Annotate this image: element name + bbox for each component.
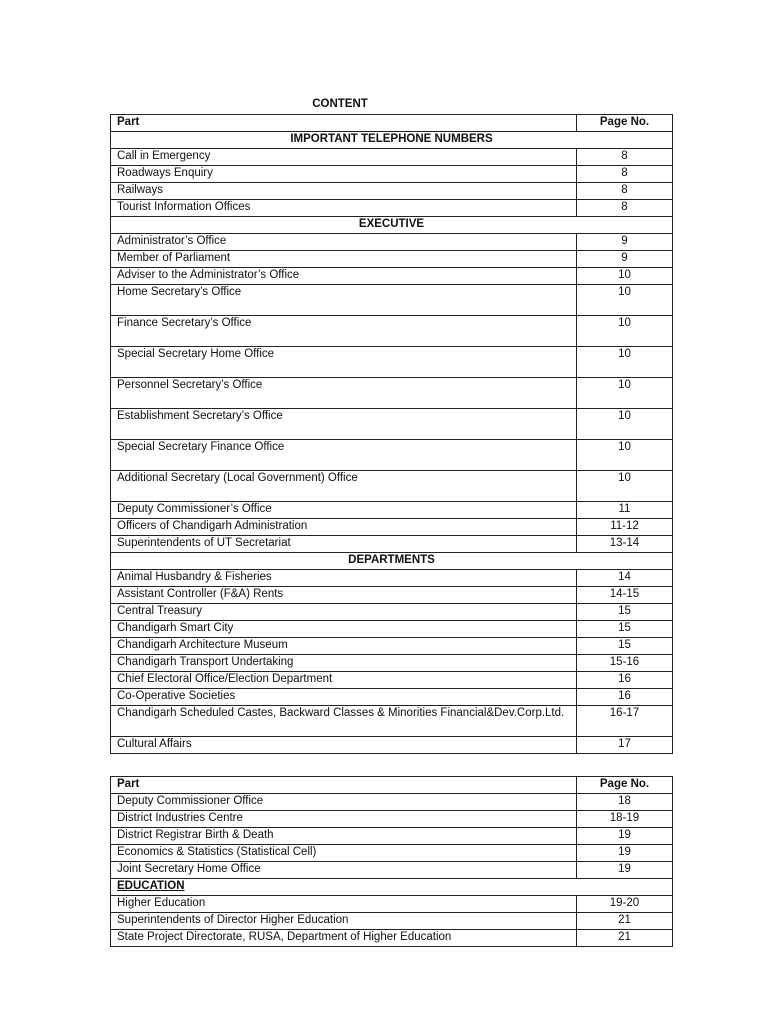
table-row bbox=[111, 737, 673, 754]
entry-page-number: 21 bbox=[577, 913, 673, 930]
entry-title: District Industries Centre bbox=[111, 811, 577, 828]
section-heading-row bbox=[111, 553, 673, 570]
entry-page-number: 8 bbox=[577, 149, 673, 166]
table-row bbox=[111, 896, 673, 913]
table-row bbox=[111, 502, 673, 519]
table-row bbox=[111, 409, 673, 440]
entry-title: Animal Husbandry & Fisheries bbox=[111, 570, 577, 587]
entry-title: Officers of Chandigarh Administration bbox=[111, 519, 577, 536]
subsection-heading-row bbox=[111, 879, 673, 896]
entry-page-number: 9 bbox=[577, 251, 673, 268]
entry-title: Roadways Enquiry bbox=[111, 166, 577, 183]
entry-title: Establishment Secretary’s Office bbox=[111, 409, 577, 440]
table-row bbox=[111, 378, 673, 409]
entry-title: Chandigarh Architecture Museum bbox=[111, 638, 577, 655]
table-row bbox=[111, 200, 673, 217]
table-row bbox=[111, 828, 673, 845]
table-row bbox=[111, 604, 673, 621]
entry-title: Assistant Controller (F&A) Rents bbox=[111, 587, 577, 604]
entry-title: Finance Secretary’s Office bbox=[111, 316, 577, 347]
entry-title: Joint Secretary Home Office bbox=[111, 862, 577, 879]
contents-table-2-body bbox=[111, 777, 673, 947]
entry-title: Chandigarh Transport Undertaking bbox=[111, 655, 577, 672]
subsection-heading: EDUCATION bbox=[111, 879, 673, 896]
entry-page-number: 10 bbox=[577, 268, 673, 285]
table-row bbox=[111, 471, 673, 502]
entry-page-number: 9 bbox=[577, 234, 673, 251]
entry-title: State Project Directorate, RUSA, Department of Higher Education bbox=[111, 930, 577, 947]
table-header-row bbox=[111, 777, 673, 794]
entry-title: Adviser to the Administrator’s Office bbox=[111, 268, 577, 285]
table-row bbox=[111, 794, 673, 811]
table-row bbox=[111, 587, 673, 604]
section-heading: EXECUTIVE bbox=[111, 217, 673, 234]
entry-page-number: 21 bbox=[577, 930, 673, 947]
table-row bbox=[111, 440, 673, 471]
entry-title: Railways bbox=[111, 183, 577, 200]
table-row bbox=[111, 862, 673, 879]
table-row bbox=[111, 149, 673, 166]
table-row bbox=[111, 536, 673, 553]
table-row bbox=[111, 706, 673, 737]
entry-page-number: 15 bbox=[577, 604, 673, 621]
entry-title: Additional Secretary (Local Government) Office bbox=[111, 471, 577, 502]
entry-page-number: 15 bbox=[577, 638, 673, 655]
table-row bbox=[111, 234, 673, 251]
entry-page-number: 17 bbox=[577, 737, 673, 754]
entry-title: Central Treasury bbox=[111, 604, 577, 621]
contents-table-1 bbox=[110, 114, 673, 754]
entry-page-number: 8 bbox=[577, 166, 673, 183]
entry-title: Deputy Commissioner’s Office bbox=[111, 502, 577, 519]
section-heading: DEPARTMENTS bbox=[111, 553, 673, 570]
entry-page-number: 19 bbox=[577, 845, 673, 862]
entry-page-number: 18 bbox=[577, 794, 673, 811]
entry-title: Special Secretary Home Office bbox=[111, 347, 577, 378]
entry-page-number: 19 bbox=[577, 828, 673, 845]
entry-page-number: 8 bbox=[577, 200, 673, 217]
entry-title: Economics & Statistics (Statistical Cell) bbox=[111, 845, 577, 862]
entry-page-number: 18-19 bbox=[577, 811, 673, 828]
entry-page-number: 10 bbox=[577, 285, 673, 316]
entry-page-number: 16-17 bbox=[577, 706, 673, 737]
entry-title: Cultural Affairs bbox=[111, 737, 577, 754]
entry-page-number: 10 bbox=[577, 471, 673, 502]
table-row bbox=[111, 570, 673, 587]
table-row bbox=[111, 811, 673, 828]
table-row bbox=[111, 285, 673, 316]
entry-title: Administrator’s Office bbox=[111, 234, 577, 251]
entry-title: Member of Parliament bbox=[111, 251, 577, 268]
contents-table-1-body bbox=[111, 115, 673, 754]
entry-title: Call in Emergency bbox=[111, 149, 577, 166]
column-header-page: Page No. bbox=[577, 777, 673, 794]
section-heading-row bbox=[111, 217, 673, 234]
entry-page-number: 10 bbox=[577, 378, 673, 409]
table-row bbox=[111, 268, 673, 285]
entry-page-number: 14-15 bbox=[577, 587, 673, 604]
entry-title: Special Secretary Finance Office bbox=[111, 440, 577, 471]
entry-title: Chandigarh Scheduled Castes, Backward Classes & Minorities Financial&Dev.Corp.Ltd. bbox=[111, 706, 577, 737]
entry-page-number: 11-12 bbox=[577, 519, 673, 536]
entry-title: Personnel Secretary’s Office bbox=[111, 378, 577, 409]
entry-page-number: 8 bbox=[577, 183, 673, 200]
table-row bbox=[111, 519, 673, 536]
entry-page-number: 10 bbox=[577, 316, 673, 347]
entry-page-number: 19 bbox=[577, 862, 673, 879]
entry-title: Deputy Commissioner Office bbox=[111, 794, 577, 811]
table-row bbox=[111, 913, 673, 930]
entry-page-number: 15-16 bbox=[577, 655, 673, 672]
section-heading: IMPORTANT TELEPHONE NUMBERS bbox=[111, 132, 673, 149]
entry-title: Co-Operative Societies bbox=[111, 689, 577, 706]
table-row bbox=[111, 183, 673, 200]
entry-page-number: 14 bbox=[577, 570, 673, 587]
table-row bbox=[111, 845, 673, 862]
page-title: CONTENT bbox=[312, 98, 368, 110]
entry-page-number: 10 bbox=[577, 440, 673, 471]
table-row bbox=[111, 166, 673, 183]
entry-title: District Registrar Birth & Death bbox=[111, 828, 577, 845]
section-heading-row bbox=[111, 132, 673, 149]
entry-title: Chief Electoral Office/Election Department bbox=[111, 672, 577, 689]
table-row bbox=[111, 621, 673, 638]
table-row bbox=[111, 347, 673, 378]
table-row bbox=[111, 672, 673, 689]
entry-title: Superintendents of Director Higher Education bbox=[111, 913, 577, 930]
entry-page-number: 10 bbox=[577, 409, 673, 440]
table-row bbox=[111, 689, 673, 706]
entry-title: Home Secretary’s Office bbox=[111, 285, 577, 316]
contents-table-2 bbox=[110, 776, 673, 947]
table-header-row bbox=[111, 115, 673, 132]
column-header-part: Part bbox=[111, 115, 577, 132]
entry-title: Superintendents of UT Secretariat bbox=[111, 536, 577, 553]
table-row bbox=[111, 930, 673, 947]
entry-page-number: 19-20 bbox=[577, 896, 673, 913]
entry-page-number: 13-14 bbox=[577, 536, 673, 553]
entry-page-number: 10 bbox=[577, 347, 673, 378]
table-row bbox=[111, 316, 673, 347]
table-row bbox=[111, 638, 673, 655]
entry-page-number: 16 bbox=[577, 672, 673, 689]
entry-title: Chandigarh Smart City bbox=[111, 621, 577, 638]
entry-page-number: 11 bbox=[577, 502, 673, 519]
column-header-part: Part bbox=[111, 777, 577, 794]
column-header-page: Page No. bbox=[577, 115, 673, 132]
entry-page-number: 15 bbox=[577, 621, 673, 638]
entry-page-number: 16 bbox=[577, 689, 673, 706]
table-row bbox=[111, 251, 673, 268]
entry-title: Higher Education bbox=[111, 896, 577, 913]
table-row bbox=[111, 655, 673, 672]
entry-title: Tourist Information Offices bbox=[111, 200, 577, 217]
